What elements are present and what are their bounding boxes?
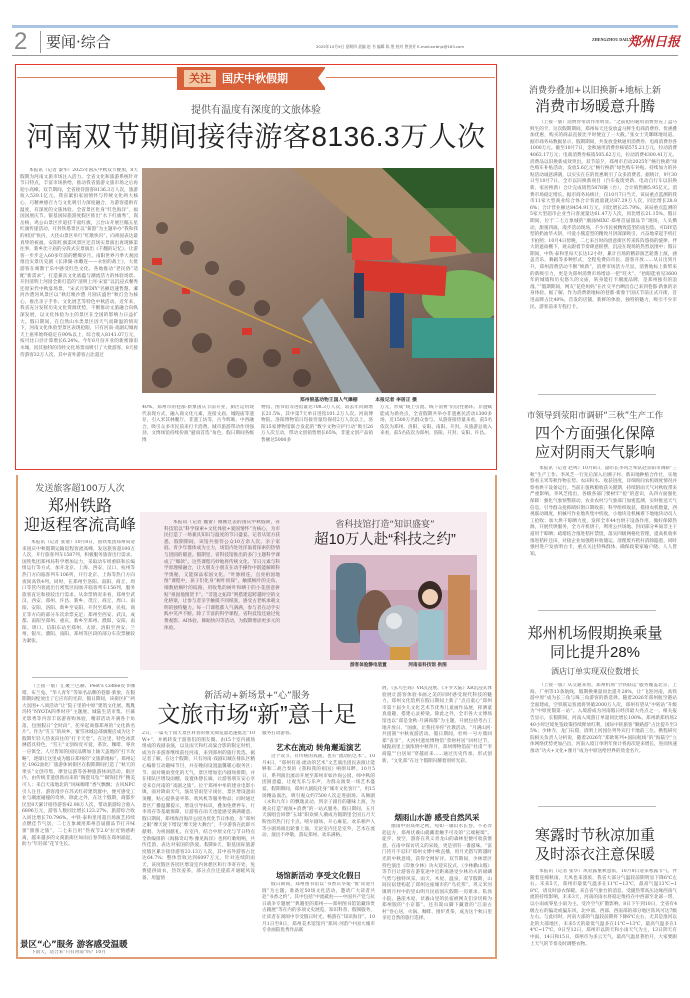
main-photo-caption: [300, 396, 417, 403]
caption-credit: 河南省科技馆 供图: [408, 663, 447, 668]
airport-body: [530, 683, 677, 791]
paragraph: 服务打动游客。: [262, 731, 295, 736]
culture-col3-lead: [262, 731, 375, 739]
topic-banner: [177, 67, 325, 90]
paragraph: （上接一版）从交通来看，郑州机场“空铁联运”服务覆盖北京、上海、广州等13条航线，假期换乘量同比提升28%，让“飞进河南，高铁游中原”成为长三角与珠三角游客的新选择。随着2026年郑州航空港站全面建成，空铁联运客流将突破2000万人次，郑州有望从“中转站”升级为“中原度假第一站”。入境游成为河南假日经济最大亮点之一。相关报告显示，长假期间，河南入境游订单量同比增长100%。郑州新郑机场240小时过境免签政策持续释放红利，国际中转旅客“顺路游”占比提升至35%；少林寺、龙门石窟、清明上河园位列外宾打卡地前三位。携程研究院相关负责人分析说，随着2026年“郑欧班列+国际航线”的“海陆空”立体网络优势更加凸出，河南入境订单明年预计将再次迎来增长，进而快速推动“功夫+文化+豫月”成为中原送给世界的烫金名片。: [530, 683, 677, 754]
culture-col3-subhead-2: 场馆新活动 享受文化假日: [275, 871, 362, 880]
main-story-col4: [380, 405, 492, 467]
paragraph: 本报讯（记者 秦华）2025年国庆中秋双节叠加，8天假期为河南文旅市场注入活力。全省文化和旅游系统针对节日特点，丰富市场供给，推动我省旅游文旅市场之后再迎小高峰。双节期间，全省接待游客8136.3万人次，旅游收入539.1亿元。我省紧扣家国情怀与传统文化两大核心，巧精神感召力与文化吸引力深度融合，为游客提供有温度，有深度的文旅体验。全省景区化身“红色海洋”，福国国展庆节。银基国际旅游度假区推出“水下红旗秀”，嵩岳杨，鸡公山景区步道挂千面红旗，云台山开展巨幅五星红旗传递活动，开封铁塔景区以“菊韵”为主题举办“我和我的祖国”快闪，大伾山景区举行“红歌快闪”，向祖国表达最真挚的祝福。安阳红旗渠风景区还首场实景演出再现修渠往事，新乡比干庙的分段式实景演出《千翻的记忆》，让游客一步步走入60多年前的燃爆岁月。南阳世界月季大观园推出实景历史剧《长津湖·冰雕连——永恒的战士》，大批游客在寓教于乐中感受红色文化。各地推动“老民俗”适配“新需求”，打造兼具文化底蕴与潮流活力的体验场景。开封清明上河园全新打造的“清明上河·宋宴”以沉浸式餐秀还原宋代中秋宴场景，“宋式月饼DIY”名额迅速售罄。漯河沙澧河风景区以“秋灯映沙澧 月圆庆盛世”秋灯会为核心，推出亲子手作、文化展艺等特色中秋活动。近年来，我省充分发挥历史文化资源优势，不断推动文旅融合向纵深发展，以文化体验为主的景区在全国的影响力日益扩大。假日期间，在自然山水类景区因天气而降温的情况下，河南文化体验型景区表现抢眼，只有河南·戏剧幻城再天上座率始终稳定在90%以上，综合收入8141.07万元，按可比口径计算增长6.24%。今年6月份开业的新密溱洧水城，因其独特的诗经文化场景而吸引了大批游客，8天接待游客32万人次，其中省外游客占比超过: [20, 168, 138, 358]
airport-headline-2: 同比提升28%: [549, 644, 641, 661]
divider: [32, 677, 128, 678]
divider: [538, 394, 656, 395]
paragraph: 本报讯（记者 魏蕾）刚刚过去的国庆中秋假期，省科技馆以“科学探索+文化体验+爱国情怀”为核心，为市民打造了一场兼具知识与温度的节日盛宴。记者从馆方获悉，假期期间，该馆共接待公众10万余人次，亲子家庭、青少年群体成为主力，场馆内处处洋溢着探索的热情与团圆的暖意。假期里，省科技馆推出的多门主题科学课成了“爆款”。这些课程巧妙地将传统文化、节日元素与科学原理相融合，让大朋友小朋友在动手操作中既能解锁科学奥秘，又能探品家国文化。“叶脉相连，点亮祖国地图”课程中，孩子们化身“树叶侦探”，触摸枫叶的尖角、细数梧桐叶的纹路，用收集的树叶和晒干的小花创意拼贴“祖国地图贺卡”。“非遗之拓印”则搭建起跨越时空的文化桥梁，让参与者亲手触摸不同纸张，感受古老纸承载文明的独特魅力。每一门课程都人气满满，参与者在动手实践中笑声不断。除了丰富的科学课程，省科技馆还通过免费观影、AI体验、舞蹈快闪等活动，为假期增添更多元的体验。: [164, 520, 280, 631]
sanqiu-headline-1: 四个方面强化保障: [534, 425, 655, 442]
weather-body: [530, 869, 677, 976]
header-top-rule: [12, 25, 678, 28]
main-story-col3: [261, 405, 373, 467]
consumption-kicker: 消费券叠加+以旧换新+地标上新: [528, 86, 662, 96]
main-story-col1: [20, 168, 138, 394]
divider: [538, 610, 656, 611]
paragraph: 假日期间，郑州图书馆以“书香庆华诞·‘悦’读迎月圆”为主题，准备近50场文化活动，邀请广大读者共赴“书香之约”。其中包括“中流砥柱——中国共产党与抗日战争专题展”“典籍里的郑州——郑州图书馆馆藏珍贵古籍展”等在内的多项文史展览，知识科普、假阅服务，让读者在浏阅中享受假日时光，畅游在“知识海洋”。10月1日至8日，郑州美术馆馆内“郑风·河韵”中国大城市专业画院优秀作品联: [262, 882, 375, 934]
rail-headline-2: 迎返程客流高峰: [23, 517, 136, 534]
stadium-crowd-image: [142, 168, 494, 393]
paper-logo: 郑州日报: [628, 35, 681, 50]
culture-kicker: 新活动+新场景+“心”服务: [204, 691, 310, 701]
bottom-orange-rule: [16, 957, 497, 959]
main-story-col2: [142, 405, 254, 467]
paragraph: 展、《玄鸟生商》VR沉浸展、《斗罗大陆》XR沉浸式体验展让游客体验书画之美的同时感受现代科技的魅力。郑州文化馆则在假日期间上新了“点点童心”郑州市第十届少儿文化艺术节优秀儿童画作品展，挥洒童真童趣，搭建心灵桥梁。除此之外，全市各大文博场馆也以“郑是金秋·月满商都”为主题，开展包括考古工地开放日、“国旗，让我托举你”社教活动、“月满山河·共团圆”中秋夜游活动。假日期间，杜岭一号方鼎回郑“省亲”，大河村遗址博物馆“荥财村居”回村过节，城隍庙里上演浓情中秋拜月，郑州博物馆前“杜甫”“李商隐”“白居易”穿越而来……通过历史传承、形式创新，“文化郑”在这个假期闪耀着别样光彩。: [382, 686, 492, 764]
consumption-headline: 消费市场暖意升腾: [534, 98, 655, 115]
paragraph: 物馆、图书馆等进馆量达708.3万人次，较去年同期增长21.5%，其中第7天单日进馆101.2万人次。河南博物院、洛阳博物馆日均接待量均保持2万人次以上。洛阳15家博物馆联合发起的“数字文物守护行动”吸引26万人次互动，带动文创销售增长65%，非遗文创产品销售额达5000多: [261, 405, 373, 443]
airport-headline-1: 郑州机场假期换乘量: [527, 625, 663, 642]
weather-headline-1: 寒露时节秋凉加重: [534, 827, 655, 844]
paragraph: 烟雨中的郑州之秋，宛如一轴山水长卷。不必奔赴远方，郑州伏羲山就藏着触手可及的“云端秘境”。徒步、放空，游客在巩义青龙山的森林里便可收获惬意。在南中探访巩义的宋陵，更是别有一番滋味。“富门待月不忍归”郑州文博中秋直播，用月光搭写跨越时光的中秋意境，获得全网好评。双节期间，少林景区特色演出《印象少林》功夫迎宾仪式、《少林勤山假》等节目让游客在游览途中近距离感受少林功夫的磅礴气势与独特风采。雨天、木屋、温泉，双节假期，山间民宿建构起了郑州这座城市的“乌托邦”。巩义米河镇明月村中的里山明月民宿国庆假期一房难求。私汤小院、悬崖木屋、伏羲山里的民宿被网友们亲切称为郑州版的“小京都”。还有嵩山脚下藏着的“江南古村”卷心居，火锅、咖啡、围炉煮茶，成为这个秋日里亲近自然的旅行选择。: [382, 824, 492, 922]
weather-headline-2: 及时添衣注意保暖: [534, 846, 655, 863]
science-photo: [330, 555, 477, 660]
caption-text: 郑州银基动物王国人气爆棚: [300, 398, 358, 403]
paragraph: 2日，一篇关于雨天景区科普的推文阅览量迅速抵达“10W+”，并被转发于游客们的朋友圈。由15个室内剧场组成的戏剧表演，以及雨天和红高粱合影的限定时机，成为许多游客继续前往河南，来到郑州的旅行优选。据记者了解，在这个假期，只有河南·戏剧幻城在排队区精心编排互动趣味节目，并在晚间设置温馨暖心服务区；节，面对晴雨变化的天气，景区增加室内剧场排期，并在排队区增设雨棚，设置休憩长廊，让游客朋友安心享受来自河南的“戏剧之旅”。位于郑州中牟的建业电影小镇，面对降雨天气，演员冒雨坚守岗位，景区增设遮雨顶棚，贴心提供姜枣茶、吹风机等服务物品；同时通过景区广播温馨提示，增设引导标识，叠加免费停车、行李寄存等基础保障，让游客在雨天也能感受满满暖意。假日期间，郑州海昌海洋公园为优化节日体验，在“郑州之眼”摩天轮下增设“摩天轮大舞台”，不少游客在此即兴献唱，为祖国献礼。在室内，结合中原文化与节日特点全新编排的《海豚奇幻秀·豫见海洋》也将红歌唱响，共传佳韵，表达对家国的热爱。假期8天，银基国际旅游度假区累计接待游客33.13万人次，其中省外游客占比达64.7%；整体营收达到6097万元。针对连续阴雨天，该度假区各园区增设室内休憩区和行李寄存处，免费提供雨衣，热饮姜茶，部分点位还提前开通暖风设备，用温情: [142, 731, 255, 882]
culture-col3-subhead-1: 艺术在流动 转角邂逅演艺: [275, 743, 362, 752]
science-body: [164, 520, 280, 658]
paragraph: 万元，形成“线上引流、线下消费”的良性循环。非遗赋能成为新亮点，全省假期共举办非遗惠民活动1300多场，近1500万名群众参与。从游客接待量来看，前5名依次为郑州、洛阳、安阳、南阳、开封。从旅游总收入来看，前5名依次为郑州、洛阳、开封、安阳、许昌。: [380, 405, 492, 437]
consumption-body: [530, 120, 677, 370]
paragraph: 本报讯（记者 张华）风轻露重秋意浓，10月8日迎来寒露节气。伴随着连绵秋雨，天凤也来凑浓，我省大部分气温较前期明显下降6℃左右。未来5天，郑州市最低气温多在11℃~13℃，最高气温13℃~18℃，请及时添衣保暖。来自省气象台的消息，受副热带高压边缘西南气流的持续影响，未来3天，河南的雨水将稳定维持在中西部至北部一带，以小雨或零星小雨为主。受冷空气扩散影响，8日下午到10日，全省有4级左右的偏北或偏东风，北中部、西部、西南部的部分地区阵风可达7级左右。与此同时，河南大部的气温较前期将下降6℃左右，尤其是淮河以北的大部地区，未来5天的最低气温多在11℃~13℃，最高气温多在14℃~17℃。9日至12日，郑州市以阴天和小雨天气为主，13日阴天有中雨，14日和15日，郑州市为多云天气，最高气温显著抬升，大家要跟上天气的节奏及时调整衣物。: [530, 869, 677, 947]
paragraph: 下雨天，适合来“只有河南”吗？10月: [31, 950, 106, 955]
culture-col4-body-1: [382, 686, 492, 808]
science-kicker: 省科技馆打造“知识盛宴”: [335, 520, 435, 530]
section-title: 要闻·综合: [46, 33, 111, 51]
divider: [538, 806, 656, 807]
page-number: 2: [14, 28, 28, 55]
banner-tag: 关注: [184, 70, 216, 87]
issue-meta: 2025年10月9日 星期四 责编 赵 书 编辑 陈 胜 校对 曾劲芳 E-mail:zzrbhjz@163.com: [316, 44, 465, 49]
paragraph: （上接一版）汇聚兰巴赫、Peet's Coffee皮爷咖啡、布兰兔、“华人青年”等知名品牌的巷都·新象，在假期期间绽放出了它应有的光彩。假日期间，该街区扩“两大氛围+八项活动”让“院子里的中原”建筑文化展、胤胤玛特“NYOTA四季时序”主题展、城陆生活市集、巨幕光影秀等内容丰富游客购体验，精彩活动开满各个角落，包围假日“全时段”，托举起商都郑州的“文化新名片”。作为“雪王”的故乡，蜜雪冰城总部旗舰店成为这个假期年轻人热衷向往的“打卡天堂”。在这里，特色冰淇淋搭具特色，“雪王”文创纷皮可爱，茶饮、咖啡、零食一应俱全，人尽皆知的国民品牌加上轴天盖地的“打卡攻略”，逐渐让这里成为假日郑州的“文旅新地标”。郑州记忆·1962油化厂旅游休闲街区在假期期间打造了“秋天的果实”文创市集，摩登运游等各种旅游休闲活动。街区内，由传统非遗创新而来的“陶瓷耳坠”“铜饰挂件”精美可人；来自天南地北的“风味咖啡”香气飘飘；古风NPC引人注目，游客漫步在苏式红砖建筑群中，便可感受工业与潮流碰撞的奇妙。除此之外，在这个假期，商都步民里8天累计接待游客42.98万人次，带动旅游综合收入6896万元，游客人数同比增长123.27%，旅游综合收入同比增长70.796%。中铁·泰和里用超百场演艺持续点燃佳节气氛，二七万象城用郑州首届甜品节打开味蕾“甜蜜之旅”，二七来吕用“热夜节2.0”拉近情感距离，越来越多的文商旅街区如雨后春笋般在郑州涌起，助力“年轻郑”花节生长。: [22, 684, 135, 848]
crowd-photo: [142, 168, 494, 393]
banner-notch: [318, 67, 326, 89]
sanqiu-headline-2: 应对阴雨天气影响: [534, 444, 655, 461]
paragraph: 这个双节，有传统的戏剧，也有“流动的艺术”。10月4日，“郑州有戏·流动的艺术”文艺演出团民表演让能够和二胡合奏的《我和我的祖国》响彻耳畔。10月5日，系列演出流动开展至郑州市如沙岗公园，师中秋的团圆意蕴，让观光乐与乐声，为群众演奏一场艺术盛宴。假期期间，郑州大剧院化身“城市文化客厅”，用15场精品演出，吸引观众约7500人次走进剧场。从舞剧《永和九年》的飘逸灵动，到亲子剧目的趣味上演，为观众打造“观演+消费”的一站式服务。假日期间，五月天演唱会回馈“五球”阳欢娱人潮成为假期里全国五月天粉丝的热门打卡点。嘻尔剧场、开心麻花、欢乐相声人等小剧场演出轮番上演，无论室内还是室外，艺术在流动，演出不停歇，游玩郑州、欢乐满格。: [262, 754, 375, 839]
culture-col3-body-1: [262, 754, 375, 860]
science-photo-caption: [350, 662, 490, 668]
culture-col3-body-2: [262, 882, 375, 956]
sanqiu-body: [530, 466, 677, 572]
science-headline: 超10万人赴“科技之约”: [314, 532, 456, 548]
paragraph: 40%。郑州市的巷都·新象国庆节前开业，街区运用现代表现方式，融入商文化元素，连接文庙、城隍庙等遗存，引入米其林餐厅、非遗工坊等，古今辉映、中西融合，吸引众多市民前来打卡消费。城市旅游带动作用强劲。文博场馆持续扮演“避雨首选”角色，假日期间各级博: [142, 405, 254, 443]
caption-text: 游客体验静电装置: [350, 663, 387, 668]
static-electricity-image: [330, 555, 477, 660]
header-bottom-rule: [12, 55, 678, 56]
culture-col4-body-2: [382, 824, 492, 956]
culture-col2: [142, 731, 255, 956]
sanqiu-kicker: 市领导到荥阳市调研“三秋”生产工作: [526, 411, 664, 421]
paragraph: 本报讯（记者 张倩）10月8日，国铁集团郑州局迎来国庆中秋假期运输返程客流高峰，发送旅客超100万人次，开行旅客列车1587列，积极服务旅客出行需求。国铁集团郑州局科学增加运力，采取动车组重联和长编组运行等方式，加开北京、上海、西安、汉口、杭州等热门方向临客列车106列，开行北京、上海等热门方向夜间高铁4列。同时，在郑州至洛阳、南阳、商丘、周口等管内客流出行密集区间加开临客列车156列，服务旅客直达和接驳出行需求。从余票情况来看，郑州至武汉、西安、郑州、许昌、新乡、茂丘、商丘、周口、南阳、安阳、洛阳、新乡至安阳、开封至郑州、民权、商丘等方向的部分车次余票充足；郑州至西安、武汉、成都、南阳至郑州、重庆、新乡至郑州、濮阳、安阳、南阳、周口、信阳东站至郑州、太原、洛阳至西安、兰州、银川、濮阳、南阳、郑州等区段的部分车次票额较为紧张。: [22, 540, 135, 644]
culture-headline: 文旅市场“新”意十足: [157, 701, 357, 727]
culture-left-subhead: 景区“心”服务 游客感受温暖: [20, 940, 128, 950]
rail-kicker: 发送旅客超100万人次: [35, 484, 125, 494]
main-headline: 河南双节期间接待游客8136.3万人次: [26, 121, 486, 152]
left-orange-rule: [16, 475, 18, 957]
paragraph: （上接一版）消费券带动作用明显。“之前抢的通用消费券充了盒马鲜生的卡，这次假期期间，郑州每天还发放盒马鲜生电商消费券，优惠叠加优惠，购买的商品直接比平时便宜了一大截。”张女士笑眯眯地说道。据市商务局数据显示，假期期间，共发放金秋通用消费券、电商消费券各1000万元。截至10月7日，金秋通用消费券核销575.21万元，拉动消费4063.17万元；电商消费券核销505.62万元，拉动消费4300.41万元。消费品以旧换新成效突出。双节前夕，郑州市启动2025年“畅行换新”绿色购车补贴活动，发放5.6亿元“畅行换新”绿色购车补贴。持续加力的补贴活动诚意满满，以实实在在的优惠吸引了众多消费者。据统计，9月30日至10月7日，全市以旧换新项目（汽车报废更新、电动自行车以旧换新、家居换新）合计完成销售5878辆（台），合计销售额5.95亿元。消费市场稳定增长。据市商务局统计，仅10月7日当天，该局重点监测的我市11家大型商业综合体合计客流量就达87.29万人次，同比增长28.86%；合计营业额达8454.91万元，同比增长25.79%。该局重点监测的5家大型超市企业当日客流量达61.47万人次，同比增长21.15%。假日期间，位于二七万象城的“潮涌MIXC·郑州首届甜品节”现场，人头攒动，甜蜜四溢，漫步活动现场，不少市民被精致造型的南包馅、可DIY造型的奶油华夫饼、可爱小熊造型的精致月饼深深吸引，兴奋地拿起手机打卡拍照；10月4日傍晚，二七来吕时尚创意街区传来阵阵悠扬的旋律，伴大的遮雨棚下，观众跟着节奏肆意摇摆，沉浸在现场的热烈氛围中；假日期间，中铁·泰和里每天长达12小时，累计百场的精彩演艺轮番上演，涵盖音乐、舞蹈等多种形式，全程免费向市民、游客开放……从日出到月升，郑州消费活动不断“焕新”，消费市场活力尽显。消费地标上新带来的新吸引力，更是为郑州消费市场增添一把“旺火”。“抬眼能看见3600年的城墙和历史悠久的文庙，转身能打卡潮流品牌，是郑州独有的浪漫。”“假期期间，网友“花伦妈妈”在社交平台晒出自己来到巷都·新象的亲身体验。据了解，作为消费新地标的巷都·新象于国庆节前正式开街，首进品牌占比40%。首发的店铺、新鲜的体验、独特的魅力，吸引不少市民、游客前来专程打卡。: [530, 120, 677, 310]
header-divider: [40, 31, 41, 53]
rail-body: [22, 540, 135, 656]
main-kicker: 提供有温度有深度的文旅体验: [191, 105, 321, 116]
banner-title: 国庆中秋假期: [222, 72, 288, 85]
paper-name-en: ZHENGZHOU DAILY: [592, 37, 632, 42]
culture-left-body: [22, 684, 135, 937]
culture-left-tail: [22, 950, 135, 957]
culture-col4-subhead: 烟雨山水游 感受自然风采: [394, 813, 480, 822]
paragraph: 本报讯（记者 赵鸣）10月8日，副市长李风芝率队赴荥阳市调研“三秋”生产工作。李风芝一行先后深入后圃子村、新田地种植合作社，实地察看玉米等秋作物长势、农田积水、收获进度，详细询问农机调度情况并察看烘干设备运行。当前正值秋粮收获关键期，持续阴雨天气对秋收带来严重影响。李风芝指出，各级各部门要树牢“抢”的意识，从四方面强化保障：强化气象预警联动，农业农村与气象部门加密监测，实时推送天气信息，引导群众抢抓晴好窗口期收获；科学组织收获，摸排农机数量，西视联动调度，机械可作业地块集中机收，小地块及机械难下地地块动员人工抢收；加大烘干晾晒力度，发挥全市44台烘干设备作用，做好保障热源，开展代烘服务，全力开机烘干，利用公共场地、封闭部分乡间非主干道用于晾晒；疏堵结合推进秸秆禁烧，落实四级网格化管理，提高机收率推进秸秆还田，对接企业加强秸秆收储运，清理废弃秸秆消除隐患，同时强村进户发放明白卡，重点关注特殊群体，确保政策家喻户晓、人人皆知。: [530, 466, 677, 557]
caption-credit: 本报记者 李居正 摄: [375, 398, 417, 403]
airport-subhead: 酒店订单实现双位数增长: [551, 667, 639, 676]
rail-headline-1: 郑州铁路: [47, 498, 112, 515]
right-orange-rule: [495, 475, 497, 957]
